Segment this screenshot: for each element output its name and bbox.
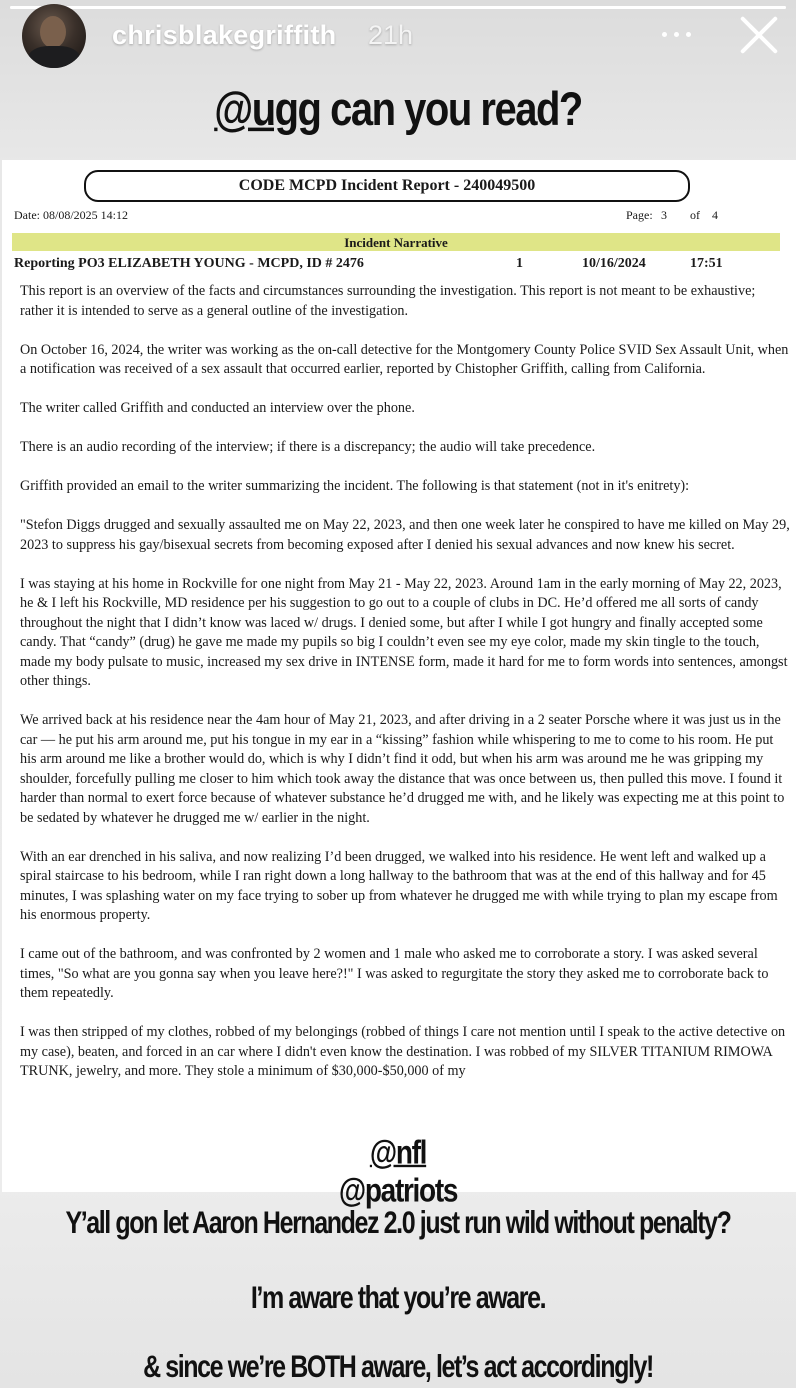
avatar-shirt — [28, 46, 80, 68]
avatar-face — [40, 16, 66, 48]
narrative-paragraph: "Stefon Diggs drugged and sexually assaulted me on May 22, 2023, and then one week later he conspired to have me killed on May 29, 2023 to suppress his gay/bisexual secrets from becoming exposed after I denied his sexual advances and now knew his secret. — [20, 517, 790, 553]
narrative-paragraph: On October 16, 2024, the writer was working as the on-call detective for the Montgomery County Police SVID Sex Assault Unit, when a notification was received of a sex assault that occurred earlier, reported by Chistopher Griffith, calling from California. — [20, 341, 789, 377]
close-icon[interactable] — [738, 14, 780, 56]
narrative-paragraph: There is an audio recording of the interview; if there is a discrepancy; the audio will take precedence. — [20, 439, 596, 455]
reporting-date: 10/16/2024 — [582, 256, 646, 271]
report-title: CODE MCPD Incident Report - 240049500 — [84, 170, 690, 202]
mention-nfl[interactable]: @nfl — [369, 1134, 427, 1171]
of-label: of — [690, 208, 700, 222]
mention-patriots[interactable]: @patriots — [338, 1172, 458, 1209]
narrative-paragraph: Griffith provided an email to the writer summarizing the incident. The following is that statement (not in it's enitrety): — [20, 478, 690, 494]
headline-text: can you read? — [320, 83, 582, 136]
narrative-paragraph: The writer called Griffith and conducted an interview over the phone. — [20, 400, 415, 416]
headline-mention[interactable]: @ugg — [214, 83, 321, 136]
incident-report-document — [2, 160, 796, 1192]
caption-line-2: I’m aware that you’re aware. — [250, 1280, 546, 1316]
caption-line-1: Y’all gon let Aaron Hernandez 2.0 just run wild without penalty? — [65, 1205, 731, 1241]
more-dots-icon[interactable] — [660, 14, 696, 50]
page-label: Page: — [626, 208, 653, 222]
username[interactable]: chrisblakegriffith — [112, 20, 337, 50]
reporting-time: 17:51 — [690, 256, 723, 271]
narrative-paragraph: I was then stripped of my clothes, robbed of my belongings (robbed of things I care not mention until I speak to the active detective on my case), beaten, and forced in an car where I didn't even know the destination. I was robbed of my SILVER TITANIUM RIMOWA TRUNK, jewelry, and more. They stole a minimum of $30,000-$50,000 of my — [20, 1024, 786, 1079]
narrative-paragraph: I came out of the bathroom, and was confronted by 2 women and 1 male who asked me to corroborate a story. I was asked several times, "So what are you gonna say when you leave here?!" I was asked to regurgitate the story they asked me to corroborate back to them repeatedly. — [20, 946, 769, 1001]
reporting-number: 1 — [516, 256, 523, 271]
story-progress-fill — [10, 6, 786, 9]
narrative-paragraph: We arrived back at his residence near the 4am hour of May 21, 2023, and after driving in a 2 seater Porsche where it was just us in the car — he put his arm around me, put his tongue in my ear in a “kissing” fashion while whispering to me to come to his room. He put his arm around me like a brother would do, which is why I didn’t find it odd, but when his arm was around me he was gripping my shoulder, forcefully pulling me closer to him which took away the distance that was once between us, then pulled this move. I found it harder than normal to exert force because of whatever substance he’d drugged me with, and he likely was expecting me at this point to be sedated by whatever he drugged me w/ earlier in the night. — [20, 712, 785, 826]
headline — [0, 84, 796, 137]
section-header: Incident Narrative — [12, 233, 780, 251]
avatar[interactable] — [22, 4, 86, 68]
page-number: 3 — [661, 208, 667, 222]
page-total: 4 — [712, 208, 718, 222]
story-progress-bar — [10, 6, 786, 9]
narrative-body — [20, 282, 790, 1101]
reporting-officer: Reporting PO3 ELIZABETH YOUNG - MCPD, ID # 2476 — [14, 256, 364, 271]
narrative-paragraph: I was staying at his home in Rockville for one night from May 21 - May 22, 2023. Around 1am in the early morning of May 22, 2023, he & I left his Rockville, MD residence per his suggestion to go out to a couple of clubs in DC. He’d offered me all sorts of candy throughout the night that I didn’t know was laced w/ drugs. I denied some, but after I while I got hungry and finally accepted some candy. That “candy” (drug) he gave me made my pupils so big I couldn’t even see my eye color, made my skin tingle to the touch, made my body pulsate to music, increased my sex drive in INTENSE form, made it hard for me to form words into sentences, amongst other things. — [20, 575, 788, 689]
report-date: Date: 08/08/2025 14:12 — [14, 208, 128, 222]
story-time: 21h — [368, 20, 414, 50]
caption-line-3: & since we’re BOTH aware, let’s act accordingly! — [143, 1349, 653, 1385]
narrative-paragraph: With an ear drenched in his saliva, and now realizing I’d been drugged, we walked into his residence. He went left and walked up a spiral staircase to his bedroom, while I ran right down a long hallway to the bathroom that was at the end of this hallway and for 45 minutes, I was splashing water on my face trying to sober up from whatever he drugged me with while trying to plan my escape from his enormous property. — [20, 848, 778, 923]
narrative-paragraph: This report is an overview of the facts and circumstances surrounding the investigation. This report is not meant to be exhaustive; rather it is intended to serve as a general outline of the investigation. — [20, 283, 756, 319]
